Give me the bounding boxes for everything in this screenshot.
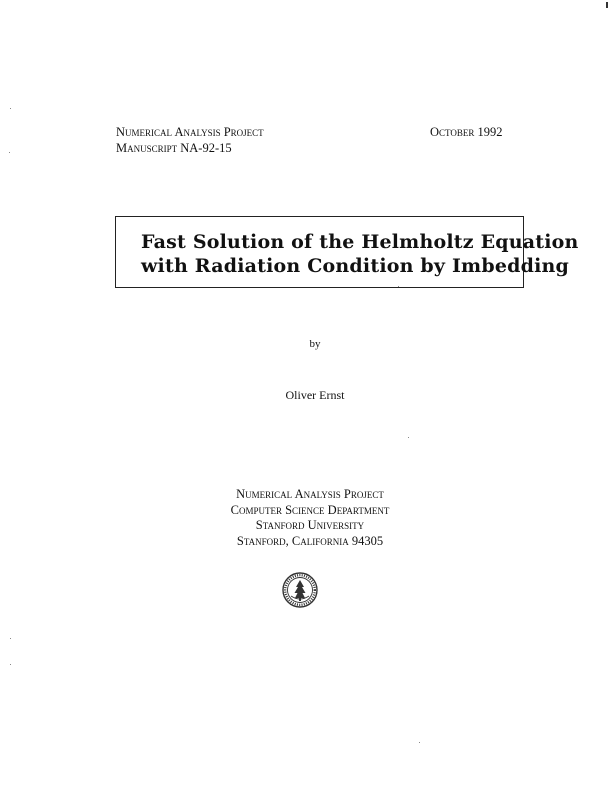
scan-speck (408, 437, 409, 438)
byline: by (309, 338, 321, 350)
header-left (116, 124, 264, 156)
scan-speck (10, 108, 11, 109)
title-line-1: Fast Solution of the Helmholtz Equation (141, 231, 579, 253)
affiliation-department: Computer Science Department (230, 502, 390, 517)
affiliation-address: Stanford, California 94305 (236, 533, 384, 548)
title-line-2: with Radiation Condition by Imbedding (141, 255, 570, 277)
report-date: October 1992 (430, 125, 503, 139)
scan-speck (10, 664, 11, 665)
scan-speck (398, 286, 399, 287)
affiliation-project: Numerical Analysis Project (236, 487, 384, 501)
scan-mark (606, 2, 608, 8)
project-label: Numerical Analysis Project (116, 125, 264, 139)
affiliation-block (0, 487, 612, 549)
affiliation-university: Stanford University (255, 518, 365, 532)
scan-speck (419, 742, 420, 743)
author-name: Oliver Ernst (285, 388, 345, 402)
title-box (115, 216, 579, 288)
stanford-seal-icon (282, 572, 318, 608)
manuscript-number: Manuscript NA-92-15 (116, 141, 232, 155)
header-right (430, 124, 503, 140)
scan-speck (10, 638, 11, 639)
scan-speck (9, 152, 10, 153)
